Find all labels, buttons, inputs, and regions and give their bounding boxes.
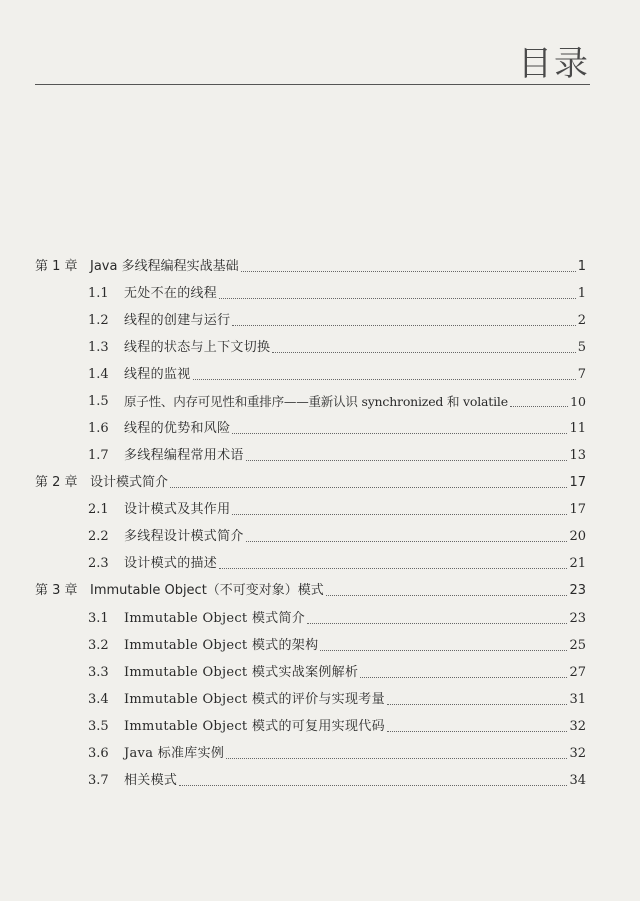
dot-leader xyxy=(219,568,567,569)
toc-section-2-3[interactable] xyxy=(88,546,586,572)
page-number: 5 xyxy=(577,340,586,355)
section-number: 2.3 xyxy=(88,556,109,571)
chapter-title: Java 多线程编程实战基础 xyxy=(90,259,239,274)
toc-chapter-2[interactable] xyxy=(35,465,586,491)
toc-section-3-7[interactable] xyxy=(88,763,586,789)
dot-leader xyxy=(320,650,567,651)
section-number: 1.7 xyxy=(88,448,109,463)
page-number: 11 xyxy=(569,421,586,436)
section-number: 1.4 xyxy=(88,367,109,382)
section-title: 相关模式 xyxy=(124,773,178,788)
section-title: Immutable Object 模式简介 xyxy=(124,611,306,626)
toc-section-3-2[interactable] xyxy=(88,628,586,654)
dot-leader xyxy=(307,623,567,624)
toc-section-3-3[interactable] xyxy=(88,655,586,681)
dot-leader xyxy=(226,758,567,759)
page-number: 25 xyxy=(569,638,586,653)
toc-section-2-1[interactable] xyxy=(88,492,586,518)
dot-leader xyxy=(232,433,567,434)
section-number: 3.5 xyxy=(88,719,109,734)
section-number: 1.6 xyxy=(88,421,109,436)
toc-section-3-1[interactable] xyxy=(88,601,586,627)
dot-leader xyxy=(272,352,575,353)
toc-section-3-4[interactable] xyxy=(88,682,586,708)
chapter-title: 设计模式简介 xyxy=(90,475,169,490)
page-number: 2 xyxy=(577,313,586,328)
toc-section-3-5[interactable] xyxy=(88,709,586,735)
toc-section-1-7[interactable] xyxy=(88,438,586,464)
section-title: Java 标准库实例 xyxy=(124,746,225,761)
dot-leader xyxy=(246,460,568,461)
section-number: 1.2 xyxy=(88,313,109,328)
toc-section-1-1[interactable] xyxy=(88,276,586,302)
section-number: 3.4 xyxy=(88,692,109,707)
section-number: 3.3 xyxy=(88,665,109,680)
toc-section-1-6[interactable] xyxy=(88,411,586,437)
section-title: 多线程编程常用术语 xyxy=(124,448,244,463)
page-number: 32 xyxy=(569,719,586,734)
chapter-label: 第 3 章 xyxy=(35,583,78,598)
toc-chapter-3[interactable] xyxy=(35,573,586,599)
page-number: 27 xyxy=(569,665,586,680)
page-number: 31 xyxy=(569,692,586,707)
page-title: 目录 xyxy=(518,44,590,84)
section-number: 2.1 xyxy=(88,502,109,517)
page-number: 17 xyxy=(569,502,586,517)
dot-leader xyxy=(387,704,568,705)
section-title: 线程的监视 xyxy=(124,367,191,382)
chapter-label: 第 2 章 xyxy=(35,475,78,490)
toc-section-1-2[interactable] xyxy=(88,303,586,329)
section-number: 3.1 xyxy=(88,611,109,626)
section-title: 线程的创建与运行 xyxy=(124,313,231,328)
section-title: Immutable Object 模式的评价与实现考量 xyxy=(124,692,385,707)
dot-leader xyxy=(246,541,568,542)
chapter-label: 第 1 章 xyxy=(35,259,78,274)
page-number: 20 xyxy=(569,529,586,544)
page-number: 1 xyxy=(577,259,586,274)
dot-leader xyxy=(241,271,576,272)
section-number: 3.2 xyxy=(88,638,109,653)
section-title: 设计模式及其作用 xyxy=(124,502,231,517)
page-number: 1 xyxy=(577,286,586,301)
section-number: 1.5 xyxy=(88,394,109,409)
title-divider xyxy=(35,84,590,85)
dot-leader xyxy=(326,595,568,596)
section-number: 2.2 xyxy=(88,529,109,544)
dot-leader xyxy=(219,298,576,299)
dot-leader xyxy=(510,406,568,407)
toc-section-2-2[interactable] xyxy=(88,519,586,545)
dot-leader xyxy=(360,677,567,678)
dot-leader xyxy=(232,325,575,326)
page-number: 23 xyxy=(569,611,586,626)
section-number: 3.6 xyxy=(88,746,109,761)
toc-chapter-1[interactable] xyxy=(35,249,586,275)
section-title: Immutable Object 模式实战案例解析 xyxy=(124,665,359,680)
page-number: 10 xyxy=(570,394,586,409)
section-title: 无处不在的线程 xyxy=(124,286,218,301)
dot-leader xyxy=(387,731,568,732)
section-number: 1.3 xyxy=(88,340,109,355)
dot-leader xyxy=(179,785,567,786)
page-number: 32 xyxy=(569,746,586,761)
section-title: 多线程设计模式简介 xyxy=(124,529,244,544)
section-title: 线程的优势和风险 xyxy=(124,421,231,436)
section-number: 3.7 xyxy=(88,773,109,788)
page-number: 21 xyxy=(569,556,586,571)
section-number: 1.1 xyxy=(88,286,109,301)
toc-section-1-3[interactable] xyxy=(88,330,586,356)
chapter-title: Immutable Object（不可变对象）模式 xyxy=(90,583,324,598)
section-title: Immutable Object 模式的可复用实现代码 xyxy=(124,719,385,734)
section-title: 设计模式的描述 xyxy=(124,556,218,571)
dot-leader xyxy=(193,379,576,380)
section-title: 线程的状态与上下文切换 xyxy=(124,340,271,355)
section-title: 原子性、内存可见性和重排序——重新认识 synchronized 和 volatile xyxy=(124,394,508,409)
page-number: 17 xyxy=(569,475,586,490)
page-number: 23 xyxy=(569,583,586,598)
toc-section-1-5[interactable] xyxy=(88,384,586,410)
toc-section-3-6[interactable] xyxy=(88,736,586,762)
page-number: 13 xyxy=(569,448,586,463)
page-number: 34 xyxy=(569,773,586,788)
dot-leader xyxy=(170,487,567,488)
section-title: Immutable Object 模式的架构 xyxy=(124,638,319,653)
dot-leader xyxy=(232,514,567,515)
page-number: 7 xyxy=(577,367,586,382)
toc-section-1-4[interactable] xyxy=(88,357,586,383)
